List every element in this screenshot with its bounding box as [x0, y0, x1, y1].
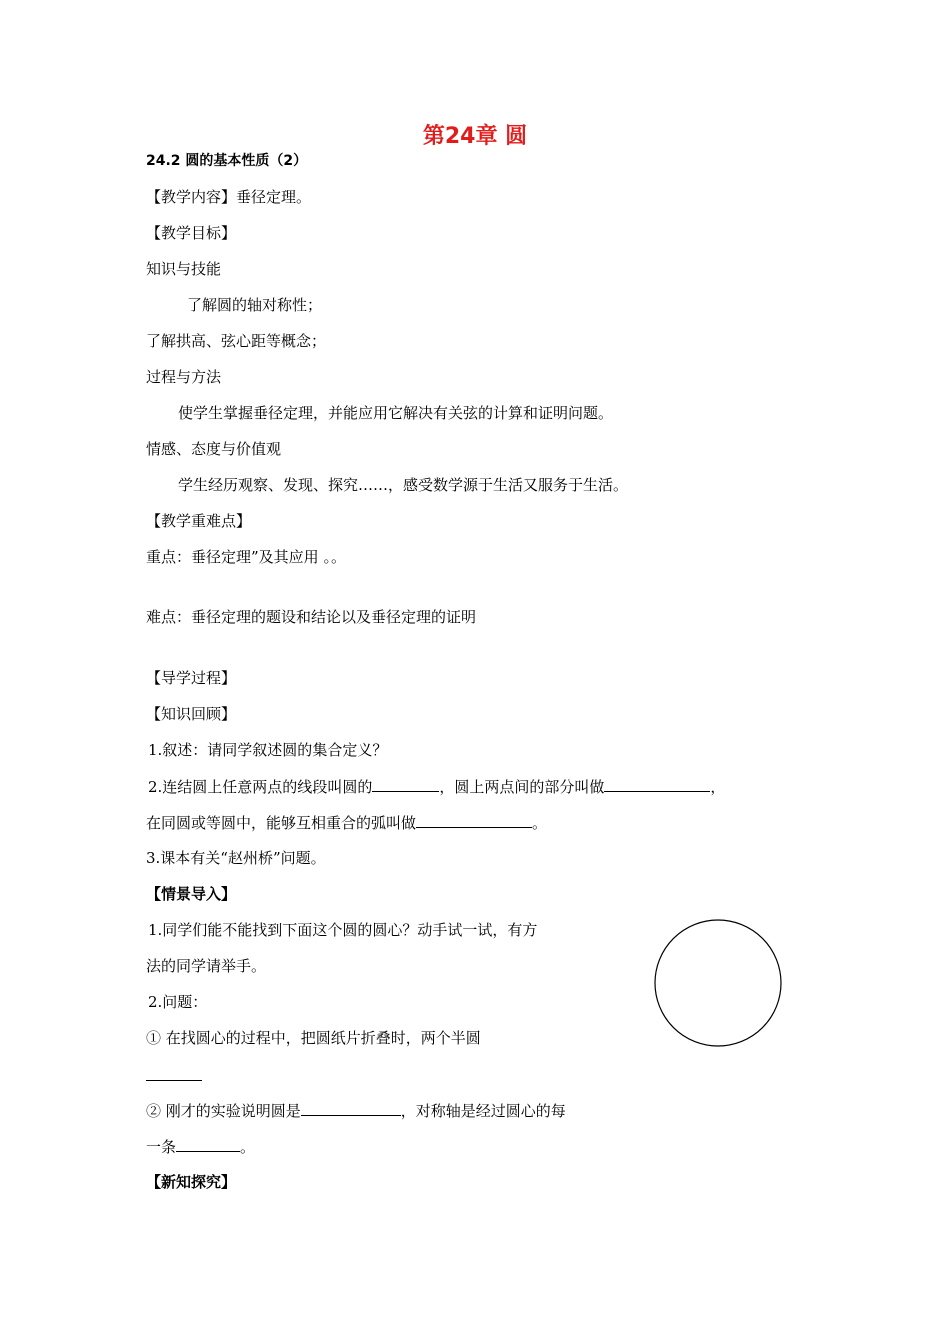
key-difficulty-heading: 【教学重难点】 — [146, 512, 252, 530]
scene-question-2: 2.问题： — [148, 993, 208, 1011]
answer-blank-equal-arc[interactable] — [416, 813, 532, 828]
review-question-3: 3.课本有关“赵州桥”问题。 — [146, 849, 326, 867]
knowledge-skill-label: 知识与技能 — [146, 260, 222, 278]
teach-content-label: 【教学内容】 — [146, 188, 237, 206]
section-heading: 24.2 圆的基本性质（2） — [146, 153, 308, 169]
guide-heading: 【导学过程】 — [146, 669, 237, 687]
scene-q2-2-text-a: ② 刚才的实验说明圆是 — [146, 1102, 301, 1120]
review-q2-text-c: ， — [710, 778, 726, 796]
teach-content-line — [146, 188, 311, 206]
scene-heading: 【情景导入】 — [146, 885, 237, 903]
answer-blank-arc[interactable] — [604, 777, 710, 792]
review-question-2 — [148, 777, 725, 796]
chapter-title: 第24章 圆 — [422, 124, 528, 149]
answer-blank-half-circles[interactable] — [146, 1080, 202, 1081]
process-method-item-1: 使学生掌握垂径定理，并能应用它解决有关弦的计算和证明问题。 — [178, 404, 614, 422]
difficult-point: 难点：垂径定理的题设和结论以及垂径定理的证明 — [146, 608, 477, 626]
goals-heading: 【教学目标】 — [146, 224, 237, 242]
review-heading: 【知识回顾】 — [146, 705, 237, 723]
review-q2-text-d: 在同圆或等圆中，能够互相重合的弧叫做 — [146, 814, 417, 832]
circle-figure — [652, 917, 784, 1049]
teach-content-text: 垂径定理。 — [236, 188, 312, 206]
answer-blank-symmetric[interactable] — [301, 1101, 401, 1116]
scene-question-1a: 1.同学们能不能找到下面这个圆的圆心？动手试一试，有方 — [148, 921, 538, 939]
answer-blank-chord[interactable] — [372, 777, 439, 792]
review-q2-text-a: 2.连结圆上任意两点的线段叫圆的 — [148, 778, 373, 796]
key-point: 重点：垂径定理”及其应用 。。 — [146, 548, 346, 566]
review-question-2-cont — [146, 813, 547, 832]
scene-question-2-1: ① 在找圆心的过程中，把圆纸片折叠时，两个半圆 — [146, 1029, 481, 1047]
knowledge-skill-item-2: 了解拱高、弦心距等概念； — [146, 332, 327, 350]
scene-question-1b: 法的同学请举手。 — [146, 957, 267, 975]
review-q2-text-e: 。 — [532, 814, 548, 832]
scene-q2-3-text-a: 一条 — [146, 1138, 177, 1156]
answer-blank-axis[interactable] — [176, 1137, 240, 1152]
scene-question-2-3 — [146, 1137, 255, 1156]
scene-q2-2-text-b: ，对称轴是经过圆心的每 — [400, 1102, 566, 1120]
knowledge-skill-item-1: 了解圆的轴对称性； — [187, 296, 323, 314]
circle-outline — [655, 920, 781, 1046]
process-method-label: 过程与方法 — [146, 368, 222, 386]
review-q2-text-b: ，圆上两点间的部分叫做 — [439, 778, 605, 796]
review-question-1: 1.叙述：请同学叙述圆的集合定义？ — [148, 741, 388, 759]
emotion-item-1: 学生经历观察、发现、探究……，感受数学源于生活又服务于生活。 — [178, 476, 629, 494]
scene-question-2-2 — [146, 1101, 566, 1120]
scene-q2-3-text-b: 。 — [240, 1138, 256, 1156]
emotion-label: 情感、态度与价值观 — [146, 440, 282, 458]
new-knowledge-heading: 【新知探究】 — [146, 1173, 237, 1191]
